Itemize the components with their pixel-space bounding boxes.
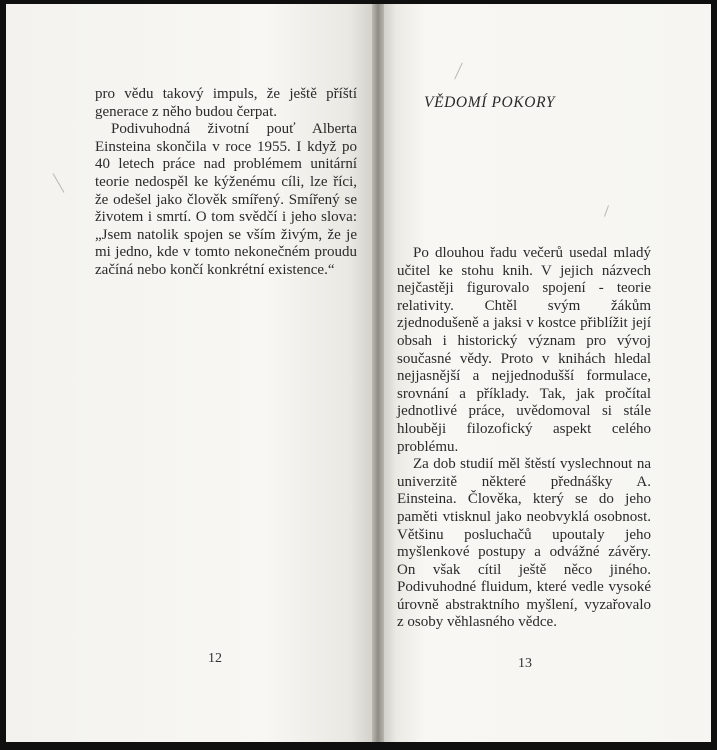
paragraph: Podivuhodná životní pouť Alberta Einsteina skončila v roce 1955. I když po 40 letech práce nad problémem unitární teorie nedospěl ke kýženému cíli, lze říci, že odešel jako člověk smířený. Smířený se životem i smrtí. O tom svědčí i jeho slova: „Jsem natolik spojen se vším živým, že je mi jedno, kde v tomto nekonečném proudu začíná nebo končí konkrétní existence.“ [95,121,357,278]
paragraph: Za dob studií měl štěstí vyslechnout na univerzitě některé přednášky A. Einsteina. Člověka, který se do jeho paměti vtisknul jako neobvyklá osobnost. Většinu posluchačů upoutaly jeho myšlenkové postupy a odvážné závěry. On však cítil ještě něco jiného. Podivuhodné fluidum, které vedle vysoké úrovně abstraktního myšlení, vyzařovalo z osoby věhlasného vědce. [397,456,651,631]
paragraph: Po dlouhou řadu večerů usedal mladý učitel ke stohu knih. V jejich názvech nejčastěji figurovalo spojení - teorie relativity. Chtěl svým žákům zjednodušeně a jaksi v kostce přiblížit její obsah i historický význam pro vývoj současné vědy. Proto v knihách hledal nejjasnější a nejjednodušší formulace, srovnání a příklady. Tak, jak pročítal jednotlivé práce, uvědomoval si stále hlouběji filozofický aspekt celého problému. [397,245,651,455]
right-page-text [397,245,651,632]
left-page-text [95,86,357,280]
chapter-title: VĚDOMÍ POKORY [424,94,556,111]
page-number-left: 12 [208,651,222,666]
page-number-right: 13 [518,656,532,671]
paragraph: pro vědu takový impuls, že ještě příští generace z něho budou čerpat. [95,86,357,120]
book-gutter [372,4,384,742]
